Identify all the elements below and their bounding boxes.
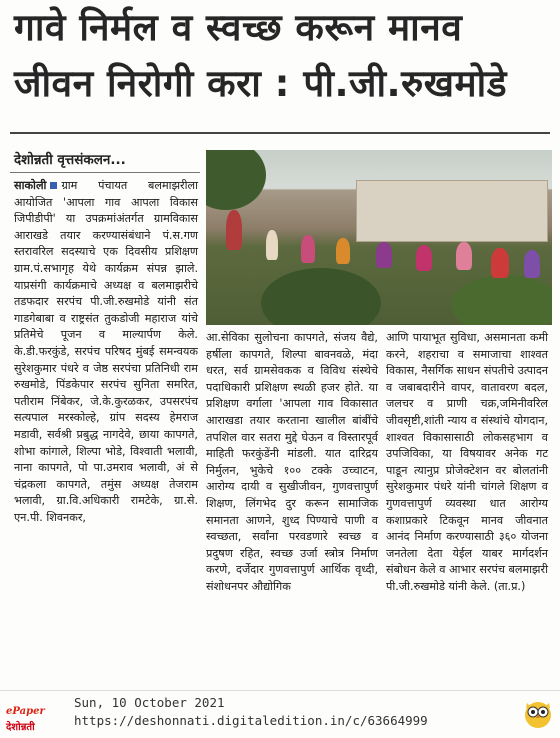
logo-epaper-text: ePaper	[6, 706, 45, 717]
photo-shrub	[261, 268, 381, 325]
headline-line-1: गावे निर्मल व स्वच्छ करून मानव	[14, 6, 463, 49]
photo-person	[376, 242, 392, 268]
footer	[0, 690, 560, 738]
article-text: ग्राम पंचायत बलमाझरीला आयोजित 'आपला गाव आपला विकास जिपीडीपी' या उपक्रमांअंतर्गत ग्रामविकास आराखडे तयार करण्यासंबंधाने पं.स.गण स्तरावरिल सदस्याचे एक दिवसीय प्रशिक्षण ग्राम.पं.सभागृह येथे कार्यक्रम संपन्न झाले. याप्रसंगी कार्यक्रमाचे अध्यक्ष व बलमाझरीचे तडफदार सरपंच पी.जी.रुखमोडे यांनी संत गाडगेबाबा व राष्ट्रसंत तुकडोजी महाराज यांचे प्रतिमेचे पूजन व माल्यार्पण केले. के.डी.फरकुंडे, सरपंच परिषद मुंबई समन्वयक सुरेशकुमार पंधरे व जेष्ठ सरपंचा प्रतिनिधी राम रुखमोडे, पिंडकेपार सरपंच सुनिता समरित, पतीराम निंबेकर, जे.के.कुरळकर, उपसरपंच सत्यपाल मरस्कोल्हे, ग्रांप सदस्य हेमराज मडावी, सर्वश्री प्रबुद्ध नागदेवे, छाया कापगते, शोभा कांगाले, शिल्पा भोडे, विश्वाती भलावी, नाना कापगते, पो पा.उमराव भलावी, अं से चंद्रकला कापगते, तमुंस अध्यक्ष तेजराम भलावी, ग्रा.वि.अधिकारी रामटेके, ग्रा.से. एन.पी. शिवनकर,	[14, 179, 198, 524]
photo-person	[266, 230, 278, 260]
photo-person	[524, 250, 540, 278]
byline-divider	[10, 172, 200, 173]
event-photo	[206, 150, 552, 325]
article-text: आ.सेविका सुलोचना कापगते, संजय वैद्ये, हर्षीला कापगते, शिल्पा बावनवळे, मंदा धरत, सर्व ग्रामसेवकक व विविध संस्थेचे पदाधिकारी प्रशिक्षण स्थळी हजर होते. या प्रशिक्षण वर्गाला 'आपला गाव विकासात आराखडा तयार करताना खालील बांबींचे तपशिल वार सतरा मुद्दे घेऊन व विस्तारपूर्व माहिती फरकुंडेंनी मांडली. यात दारिद्रय निर्मुलन, भुकेचे १०० टक्के उच्चाटन, आरोग्य दायी व सुखीजीवन, गुणवत्तापुर्ण शिक्षण, लिंगभेद दुर करून सामाजिक समानता आणने, शुध्द पिण्याचे पाणी व स्वच्छता, सर्वांना परवडणारे स्वच्छ व प्रदुषण रहित, स्वच्छ उर्जा स्त्रोत्र निर्माण करणे, दर्जेदार गुणवत्तापुर्ण आर्थिक वृध्दी, संशोधनपर औद्योगिक	[206, 331, 378, 593]
logo-brand-text: देशोन्नती	[6, 722, 35, 733]
article-text: आणि पायाभूत सुविधा, असमानता कमी करने, शहराचा व समाजाचा शाश्वत विकास, नैसर्गिक साधन संपतीचे उत्पादन व जबाबदारीने वापर, वातावरण बदल, जलचर व प्राणी चक्र,जमिनीवरिल जीवसृष्टी,शांती न्याय व संस्थांचे योगदान, शाश्वत विकासासाठी लोकसहभाग व उपजिविका, या विषयावर अनेक गट पाडून त्यानुप्र प्रोजेक्टेशन वर बोलतांनी सुरेशकुमार पंधरे यांनी चांगले शिक्षण व गुणवत्तापुर्ण व्यवस्था धात आरोग्य कशाप्रकारे टिकवून मानव जीवनात आनंद निर्माण करण्यासाठी ३६० योजना जनतेला देता येईल याबर मार्गदर्शन संबोधन केले व आभार सरपंच बलमाझरी पी.जी.रुखमोडे यांनी केले. (ता.प्र.)	[386, 331, 548, 593]
owl-mascot-icon	[522, 697, 554, 729]
photo-person	[301, 235, 315, 263]
article-column-2	[206, 330, 378, 596]
photo-person	[491, 248, 509, 278]
headline-line-2: जीवन निरोगी करा : पी.जी.रुखमोडे	[14, 62, 507, 105]
photo-person	[456, 242, 472, 270]
headline-divider	[10, 132, 550, 134]
byline: देशोन्नती वृत्तसंकलन...	[14, 152, 126, 168]
article-column-3	[386, 330, 548, 596]
photo-person	[416, 245, 432, 271]
edition-date: Sun, 10 October 2021	[74, 695, 225, 710]
photo-person	[336, 238, 350, 264]
article-column-1	[14, 178, 198, 526]
photo-shrub	[451, 275, 552, 325]
bullet-square-icon	[50, 182, 57, 189]
epaper-logo[interactable]	[6, 699, 58, 733]
dateline: साकोली	[14, 179, 47, 192]
photo-building	[356, 180, 548, 242]
photo-tree	[206, 150, 266, 210]
edition-url[interactable]: https://deshonnati.digitaledition.in/c/63664999	[74, 713, 428, 728]
photo-person	[226, 210, 242, 250]
